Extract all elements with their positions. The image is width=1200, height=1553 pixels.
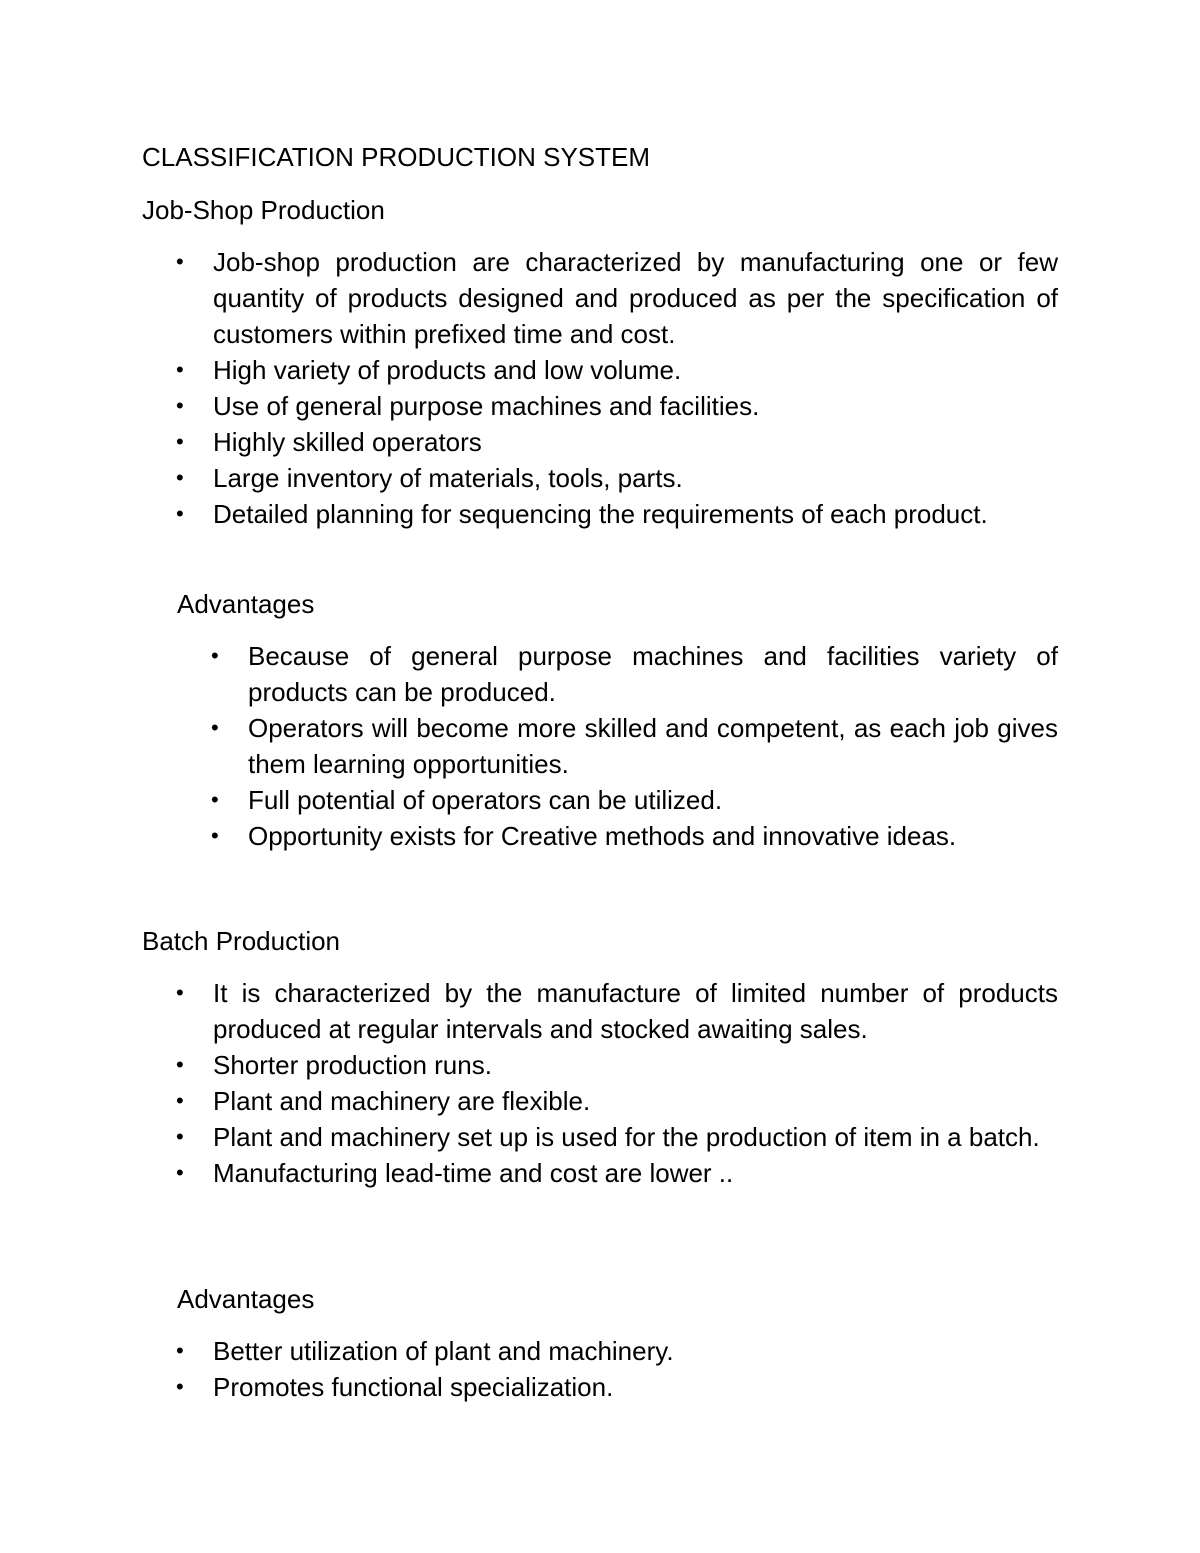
batch-heading: Batch Production	[142, 926, 341, 956]
batch-advantages-heading: Advantages	[177, 1284, 315, 1314]
job-shop-advantages-heading: Advantages	[177, 589, 315, 619]
list-item: • High variety of products and low volume.	[178, 352, 1058, 388]
bullet-icon: •	[176, 501, 184, 526]
bullet-icon: •	[176, 1124, 184, 1149]
bullet-icon: •	[176, 980, 184, 1005]
list-item: • It is characterized by the manufacture of limited number of products produced at regular intervals and stocked awaiting sales.	[178, 975, 1058, 1047]
list-item: • Because of general purpose machines and facilities variety of products can be produced.	[212, 638, 1058, 710]
list-item: • Detailed planning for sequencing the requirements of each product.	[178, 496, 1058, 532]
bullet-icon: •	[176, 1338, 184, 1363]
bullet-icon: •	[211, 787, 219, 812]
document-title: CLASSIFICATION PRODUCTION SYSTEM	[142, 142, 651, 172]
bullet-icon: •	[176, 429, 184, 454]
job-shop-points-list	[178, 244, 1058, 532]
bullet-icon: •	[211, 715, 219, 740]
bullet-icon: •	[176, 1052, 184, 1077]
bullet-icon: •	[211, 643, 219, 668]
bullet-icon: •	[211, 823, 219, 848]
batch-advantages-list	[178, 1333, 1058, 1405]
bullet-icon: •	[176, 393, 184, 418]
list-item: • Manufacturing lead-time and cost are lower ..	[178, 1155, 1058, 1191]
list-item: • Job-shop production are characterized by manufacturing one or few quantity of products designed and produced as per the specification of customers within prefixed time and cost.	[178, 244, 1058, 352]
batch-points-list	[178, 975, 1058, 1191]
list-item: • Large inventory of materials, tools, parts.	[178, 460, 1058, 496]
bullet-icon: •	[176, 465, 184, 490]
list-item: • Plant and machinery are flexible.	[178, 1083, 1058, 1119]
list-item: • Use of general purpose machines and facilities.	[178, 388, 1058, 424]
job-shop-advantages-list	[212, 638, 1058, 854]
bullet-icon: •	[176, 1088, 184, 1113]
list-item: • Promotes functional specialization.	[178, 1369, 1058, 1405]
bullet-icon: •	[176, 1374, 184, 1399]
list-item: • Better utilization of plant and machinery.	[178, 1333, 1058, 1369]
list-item: • Full potential of operators can be utilized.	[212, 782, 1058, 818]
list-item: • Operators will become more skilled and competent, as each job gives them learning opportunities.	[212, 710, 1058, 782]
list-item: • Opportunity exists for Creative methods and innovative ideas.	[212, 818, 1058, 854]
bullet-icon: •	[176, 1160, 184, 1185]
bullet-icon: •	[176, 357, 184, 382]
list-item: • Highly skilled operators	[178, 424, 1058, 460]
bullet-icon: •	[176, 249, 184, 274]
job-shop-heading: Job-Shop Production	[142, 195, 385, 225]
list-item: • Shorter production runs.	[178, 1047, 1058, 1083]
list-item: • Plant and machinery set up is used for the production of item in a batch.	[178, 1119, 1058, 1155]
